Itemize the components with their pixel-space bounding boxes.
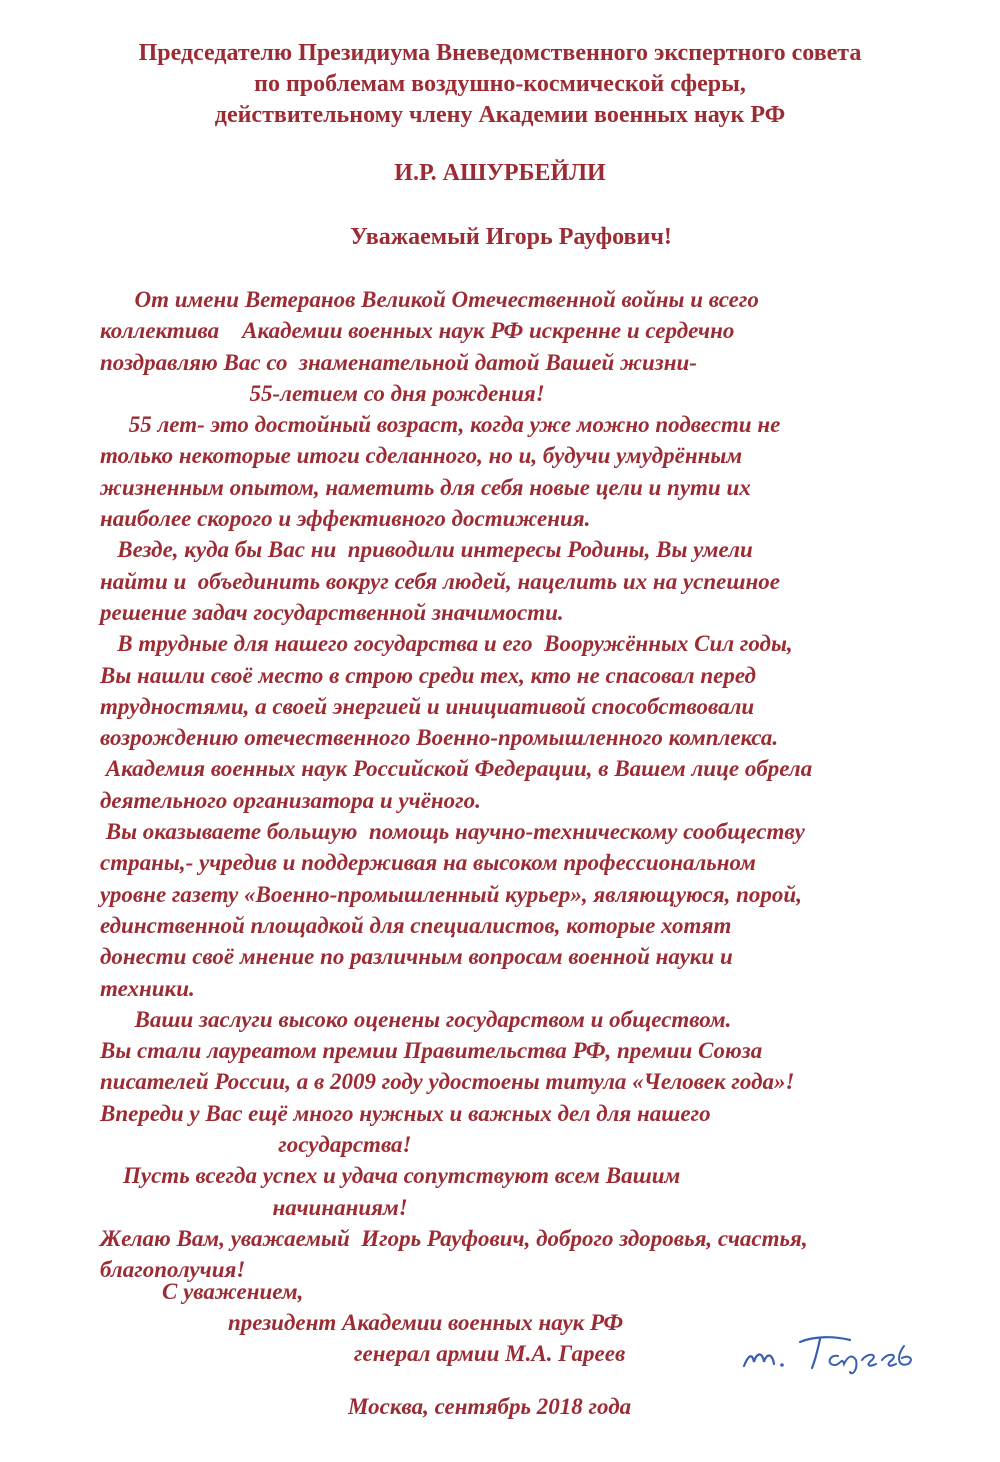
- signer-name: генерал армии М.А. Гареев: [354, 1341, 626, 1366]
- handwritten-signature: [742, 1330, 962, 1380]
- body-line: 55 лет- это достойный возраст, когда уже можно подвести не: [100, 412, 781, 438]
- salutation: Уважаемый Игорь Рауфович!: [350, 224, 672, 250]
- body-line: Впереди у Вас ещё много нужных и важных дел для нашего: [100, 1100, 711, 1126]
- body-line: государства!: [100, 1132, 412, 1158]
- header-line-3: действительному члену Академии военных наук РФ: [214, 102, 786, 128]
- body-line: коллектива Академии военных наук РФ искренне и сердечно: [100, 318, 735, 344]
- body-line: начинаниям!: [100, 1194, 408, 1220]
- header-line-2: по проблемам воздушно-космической сферы,: [254, 71, 746, 97]
- body-line: страны,- учредив и поддерживая на высоком профессиональном: [100, 850, 756, 876]
- body-line: поздравляю Вас со знаменательной датой Вашей жизни-: [100, 349, 697, 375]
- body-line: техники.: [100, 975, 195, 1001]
- body-line: жизненным опытом, наметить для себя новые цели и пути их: [100, 474, 751, 500]
- signer-position: президент Академии военных наук РФ: [228, 1310, 624, 1335]
- body-line: Академия военных наук Российской Федерации, в Вашем лице обрела: [100, 756, 813, 782]
- body-line: От имени Ветеранов Великой Отечественной войны и всего: [100, 287, 759, 312]
- body-line: деятельного организатора и учёного.: [100, 787, 481, 813]
- body-line: Везде, куда бы Вас ни приводили интересы Родины, Вы умели: [100, 537, 753, 563]
- body-line: Пусть всегда успех и удача сопутствуют всем Вашим: [100, 1163, 681, 1189]
- body-line: найти и объединить вокруг себя людей, нацелить их на успешное: [100, 568, 781, 594]
- letter-body: [100, 284, 960, 1286]
- body-line: уровне газету «Военно-промышленный курьер», являющуюся, порой,: [100, 881, 802, 907]
- body-line: Вы стали лауреатом премии Правительства РФ, премии Союза: [100, 1038, 763, 1064]
- body-line: Вы нашли своё место в строю среди тех, кто не спасовал перед: [100, 662, 756, 688]
- place-and-date: Москва, сентябрь 2018 года: [348, 1394, 632, 1419]
- body-line: Вы оказываете большую помощь научно-техническому сообществу: [100, 819, 805, 845]
- body-line: Желаю Вам, уважаемый Игорь Рауфович, доброго здоровья, счастья,: [100, 1225, 808, 1251]
- body-line: донести своё мнение по различным вопросам военной науки и: [100, 944, 733, 970]
- body-line: решение задач государственной значимости.: [100, 599, 564, 625]
- body-line: только некоторые итоги сделанного, но и, будучи умудрённым: [100, 443, 743, 469]
- closing-regards: С уважением,: [162, 1279, 304, 1304]
- body-line: писателей России, а в 2009 году удостоены титула «Человек года»!: [100, 1069, 795, 1095]
- header-line-1: Председателю Президиума Вневедомственного экспертного совета: [138, 40, 862, 66]
- body-line: Ваши заслуги высоко оценены государством и обществом.: [100, 1006, 732, 1032]
- body-line: 55-летием со дня рождения!: [100, 380, 545, 406]
- addressee-name: И.Р. АШУРБЕЙЛИ: [394, 160, 606, 186]
- body-line: трудностями, а своей энергией и инициативой способствовали: [100, 693, 755, 719]
- body-line: возрождению отечественного Военно-промышленного комплекса.: [100, 725, 779, 751]
- body-line: наиболее скорого и эффективного достижения.: [100, 506, 591, 532]
- letter-header: [0, 38, 1000, 131]
- body-line: благополучия!: [100, 1257, 246, 1283]
- body-line: единственной площадкой для специалистов, которые хотят: [100, 912, 732, 938]
- body-line: В трудные для нашего государства и его Вооружённых Сил годы,: [100, 631, 793, 657]
